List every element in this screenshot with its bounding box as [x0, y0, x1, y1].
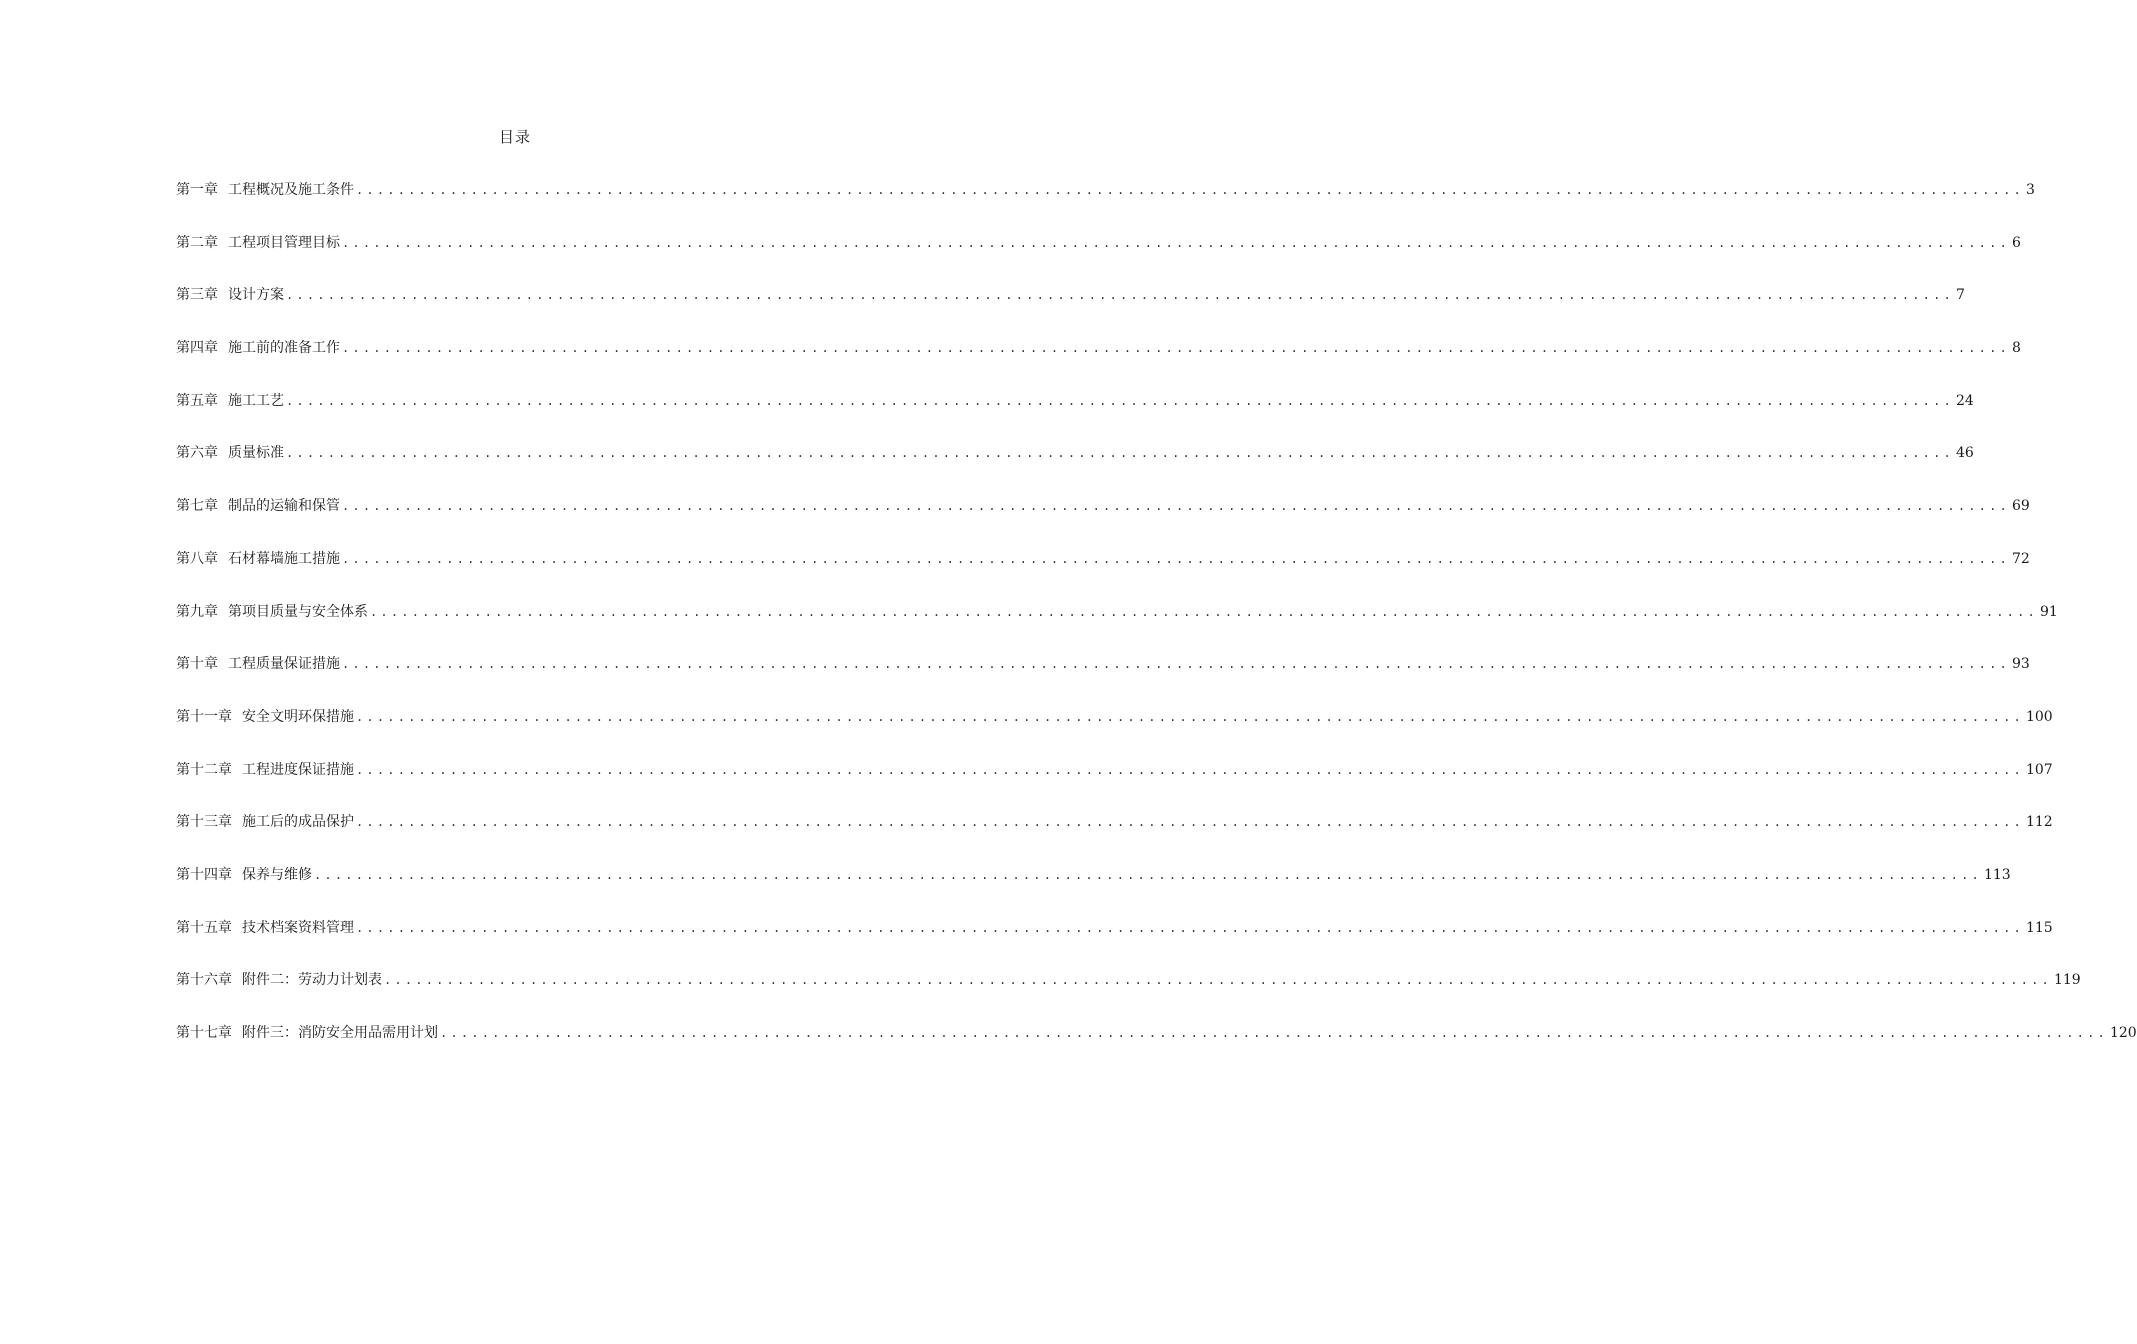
toc-page-number: 119	[2053, 972, 2081, 989]
toc-dot-leader: ................................................................................................................................................................	[384, 973, 2052, 988]
toc-page-number: 112	[2025, 814, 2053, 831]
toc-dot-leader: ................................................................................................................................................................	[342, 551, 2010, 566]
toc-entry[interactable]	[176, 546, 2030, 599]
toc-chapter-title: 施工前的准备工作	[228, 340, 340, 357]
toc-dot-leader: ................................................................................................................................................................	[370, 604, 2038, 619]
toc-dot-leader: ................................................................................................................................................................	[286, 446, 1954, 461]
toc-entry[interactable]	[176, 967, 2081, 1020]
toc-page-number: 113	[1983, 866, 2011, 883]
toc-chapter-number: 第九章	[176, 603, 218, 620]
toc-chapter-number: 第六章	[176, 445, 218, 462]
toc-chapter-title: 施工后的成品保护	[242, 814, 354, 831]
toc-dot-leader: ................................................................................................................................................................	[440, 1026, 2108, 1040]
toc-entry[interactable]	[176, 809, 2053, 862]
toc-dot-leader: ................................................................................................................................................................	[342, 235, 2010, 250]
toc-page-number: 115	[2025, 919, 2053, 936]
toc-chapter-number: 第十五章	[176, 919, 232, 936]
toc-chapter-number: 第八章	[176, 550, 218, 567]
toc-dot-leader: ................................................................................................................................................................	[286, 288, 1954, 303]
toc-chapter-number: 第三章	[176, 287, 218, 304]
toc-chapter-title: 技术档案资料管理	[242, 919, 354, 936]
toc-chapter-title: 安全文明环保措施	[242, 708, 354, 725]
toc-dot-leader: ................................................................................................................................................................	[342, 657, 2010, 672]
toc-page-number: 6	[2011, 234, 2021, 251]
toc-entry[interactable]	[176, 282, 1965, 335]
toc-page-number: 46	[1955, 445, 1974, 462]
toc-entry[interactable]	[176, 493, 2030, 546]
toc-chapter-number: 第十二章	[176, 761, 232, 778]
toc-chapter-number: 第四章	[176, 340, 218, 357]
toc-chapter-title: 附件二：劳动力计划表	[242, 972, 382, 989]
toc-page-number: 8	[2011, 340, 2021, 357]
toc-dot-leader: ................................................................................................................................................................	[342, 341, 2010, 356]
toc-page-number: 24	[1955, 392, 1974, 409]
toc-list	[176, 177, 2137, 1073]
toc-chapter-title: 设计方案	[228, 287, 284, 304]
toc-entry[interactable]	[176, 440, 1974, 493]
toc-chapter-number: 第十章	[176, 656, 218, 673]
toc-page-number: 72	[2011, 550, 2030, 567]
toc-chapter-number: 第十四章	[176, 866, 232, 883]
toc-entry[interactable]	[176, 230, 2021, 283]
toc-page-number: 91	[2039, 603, 2058, 620]
toc-chapter-number: 第十一章	[176, 708, 232, 725]
toc-chapter-title: 第项目质量与安全体系	[228, 603, 368, 620]
toc-entry[interactable]	[176, 862, 2011, 915]
toc-dot-leader: ................................................................................................................................................................	[356, 709, 2024, 724]
toc-dot-leader: ................................................................................................................................................................	[356, 183, 2024, 197]
toc-page-number: 3	[2025, 182, 2035, 198]
toc-page-number: 93	[2011, 656, 2030, 673]
toc-chapter-title: 工程质量保证措施	[228, 656, 340, 673]
toc-chapter-number: 第七章	[176, 498, 218, 515]
toc-chapter-number: 第十六章	[176, 972, 232, 989]
toc-page-number: 120	[2109, 1025, 2137, 1041]
toc-dot-leader: ................................................................................................................................................................	[314, 867, 1982, 882]
toc-chapter-title: 保养与维修	[242, 866, 312, 883]
toc-chapter-title: 工程进度保证措施	[242, 761, 354, 778]
toc-entry[interactable]	[176, 757, 2053, 810]
toc-chapter-number: 第十三章	[176, 814, 232, 831]
toc-chapter-title: 施工工艺	[228, 392, 284, 409]
toc-chapter-number: 第二章	[176, 234, 218, 251]
toc-chapter-title: 附件三：消防安全用品需用计划	[242, 1025, 438, 1041]
toc-entry[interactable]	[176, 915, 2053, 968]
toc-entry[interactable]	[176, 704, 2053, 757]
toc-entry[interactable]	[176, 177, 2035, 230]
toc-entry[interactable]	[176, 388, 1974, 441]
toc-chapter-number: 第十七章	[176, 1025, 232, 1041]
toc-page-number: 7	[1955, 287, 1965, 304]
toc-chapter-number: 第一章	[176, 182, 218, 198]
toc-chapter-title: 石材幕墙施工措施	[228, 550, 340, 567]
toc-chapter-number: 第五章	[176, 392, 218, 409]
toc-entry[interactable]	[176, 1020, 2137, 1073]
toc-chapter-title: 质量标准	[228, 445, 284, 462]
toc-dot-leader: ................................................................................................................................................................	[356, 762, 2024, 777]
toc-entry[interactable]	[176, 335, 2021, 388]
toc-chapter-title: 制品的运输和保管	[228, 498, 340, 515]
toc-entry[interactable]	[176, 599, 2058, 652]
toc-page-number: 107	[2025, 761, 2053, 778]
toc-page-number: 100	[2025, 708, 2053, 725]
toc-chapter-title: 工程项目管理目标	[228, 234, 340, 251]
toc-chapter-title: 工程概况及施工条件	[228, 182, 354, 198]
toc-dot-leader: ................................................................................................................................................................	[286, 393, 1954, 408]
toc-dot-leader: ................................................................................................................................................................	[342, 499, 2010, 514]
toc-entry[interactable]	[176, 651, 2030, 704]
toc-dot-leader: ................................................................................................................................................................	[356, 920, 2024, 935]
toc-title: 目录	[498, 128, 531, 146]
toc-dot-leader: ................................................................................................................................................................	[356, 815, 2024, 830]
toc-page-number: 69	[2011, 498, 2030, 515]
